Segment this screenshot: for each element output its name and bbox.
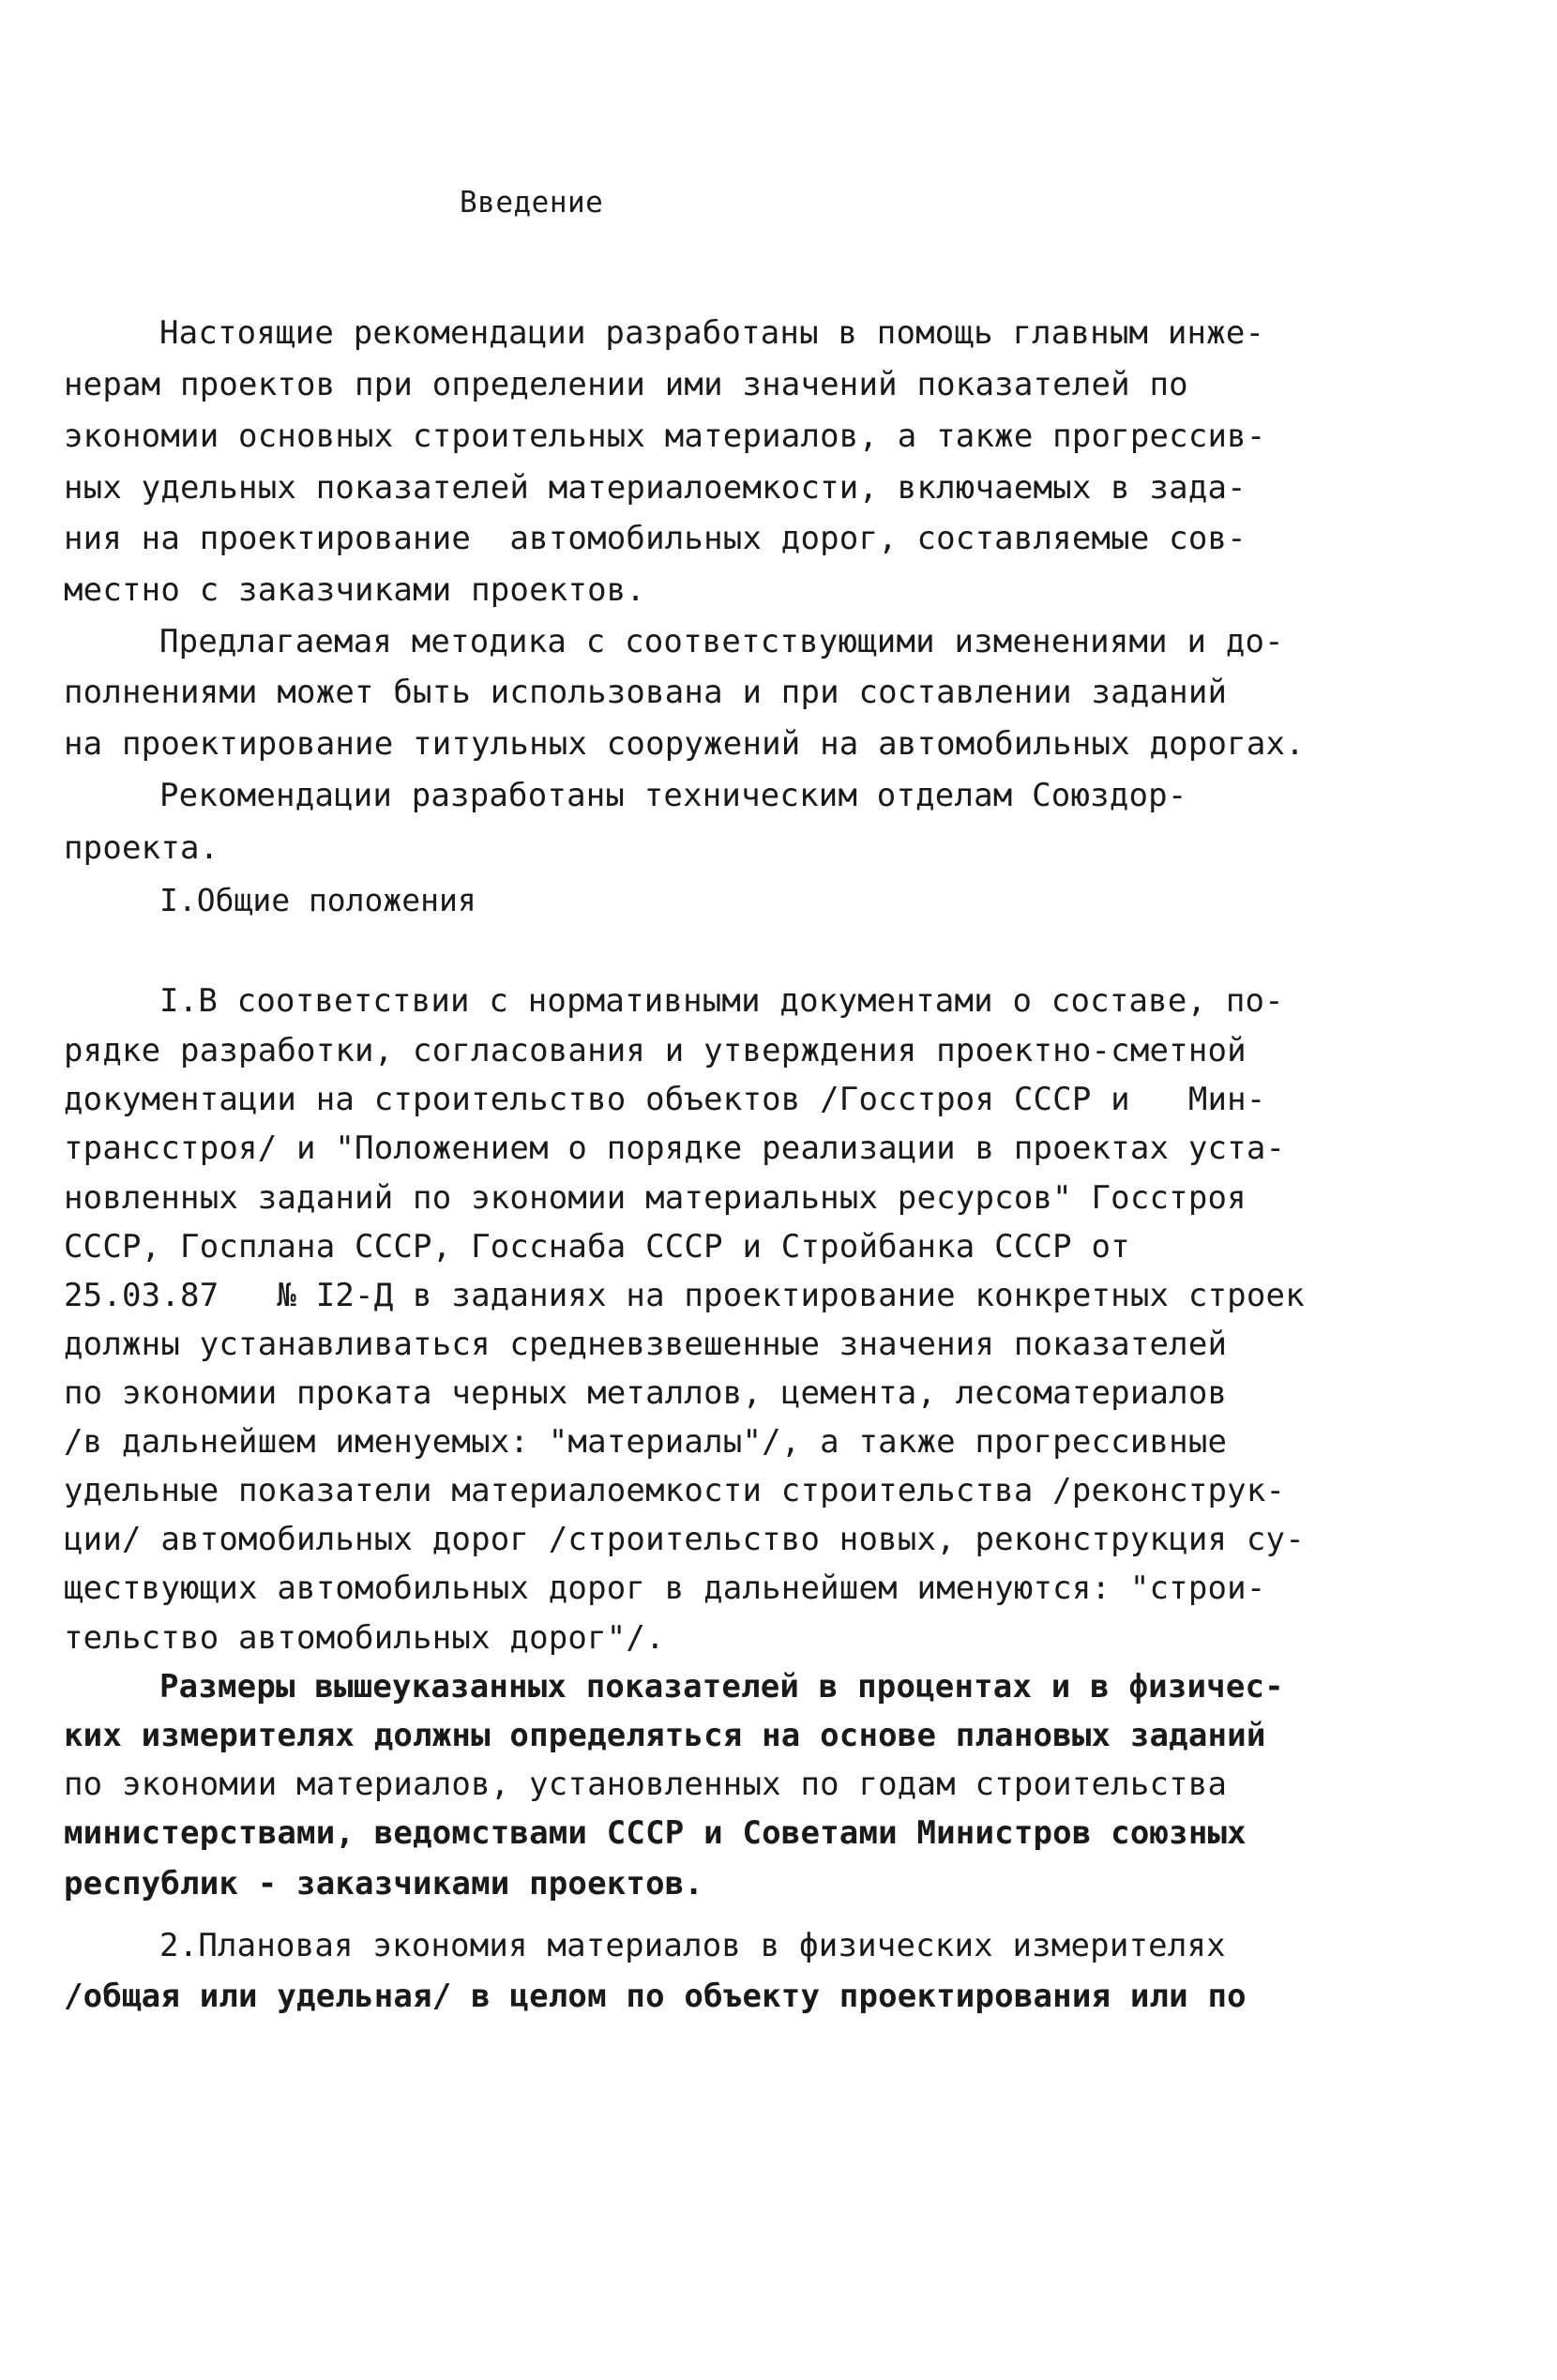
item1-line-12: ции/ автомобильных дорог /строительство новых, реконструкция су- — [64, 1521, 1305, 1558]
intro-p2-line-2: полнениями может быть использована и при составлении заданий — [64, 674, 1228, 711]
intro-p3-line-2: проекта. — [64, 829, 219, 867]
document-title: Введение — [460, 186, 604, 220]
intro-p2-line-3: на проектирование титульных сооружений на автомобильных дорогах. — [64, 725, 1305, 763]
intro-p1-line-1: Настоящие рекомендации разработаны в помощь главным инже- — [159, 314, 1265, 352]
item1-line-5: новленных заданий по экономии материальных ресурсов" Госстроя — [64, 1179, 1247, 1217]
item1-line-8: должны устанавливаться средневзвешенные значения показателей — [64, 1326, 1228, 1363]
item1-line-2: рядке разработки, согласования и утверждения проектно-сметной — [64, 1032, 1247, 1069]
item1-line-9: по экономии проката черных металлов, цемента, лесоматериалов — [64, 1374, 1228, 1412]
item1-line-1: I.В соответствии с нормативными документами о составе, по- — [159, 982, 1284, 1020]
item1-line-13: ществующих автомобильных дорог в дальнейшем именуются: "строи- — [64, 1569, 1266, 1607]
item1-line-14: тельство автомобильных дорог"/. — [64, 1619, 665, 1657]
intro-p3-line-1: Рекомендации разработаны техническим отделам Союздор- — [159, 777, 1187, 814]
item1-line-7: 25.03.87 № I2-Д в заданиях на проектирование конкретных строек — [64, 1277, 1305, 1314]
item1-cont-line-1: Размеры вышеуказанных показателей в процентах и в физичес- — [159, 1668, 1284, 1705]
item1-cont-line-5: республик - заказчиками проектов. — [64, 1865, 704, 1902]
item1-cont-line-3: по экономии материалов, установленных по годам строительства — [64, 1766, 1228, 1803]
item2-line-2: /общая или удельная/ в целом по объекту проектирования или по — [64, 1978, 1247, 2015]
item1-line-6: СССР, Госплана СССР, Госснаба СССР и Стройбанка СССР от — [64, 1228, 1130, 1266]
item1-line-10: /в дальнейшем именуемых: "материалы"/, а также прогрессивные — [64, 1423, 1228, 1461]
intro-p1-line-2: нерам проектов при определении ими значений показателей по — [64, 366, 1188, 403]
intro-p1-line-4: ных удельных показателей материалоемкости, включаемых в зада- — [64, 469, 1247, 507]
item2-line-1: 2.Плановая экономия материалов в физических измерителях — [159, 1927, 1226, 1964]
intro-p1-line-3: экономии основных строительных материалов, а также прогрессив- — [64, 417, 1266, 455]
item1-cont-line-2: ких измерителях должны определяться на основе плановых заданий — [64, 1717, 1266, 1754]
item1-line-11: удельные показатели материалоемкости строительства /реконструк- — [64, 1472, 1286, 1509]
item1-line-3: документации на строительство объектов /Госстроя СССР и Мин- — [64, 1081, 1266, 1118]
section-1-heading: I.Общие положения — [159, 882, 476, 918]
intro-p1-line-6: местно с заказчиками проектов. — [64, 571, 646, 609]
item1-cont-line-4: министерствами, ведомствами СССР и Советами Министров союзных — [64, 1814, 1247, 1852]
intro-p2-line-1: Предлагаемая методика с соответствующими изменениями и до- — [159, 623, 1284, 660]
intro-p1-line-5: ния на проектирование автомобильных дорог, составляемые сов- — [64, 520, 1247, 557]
item1-line-4: трансстроя/ и "Положением о порядке реализации в проектах уста- — [64, 1129, 1286, 1167]
